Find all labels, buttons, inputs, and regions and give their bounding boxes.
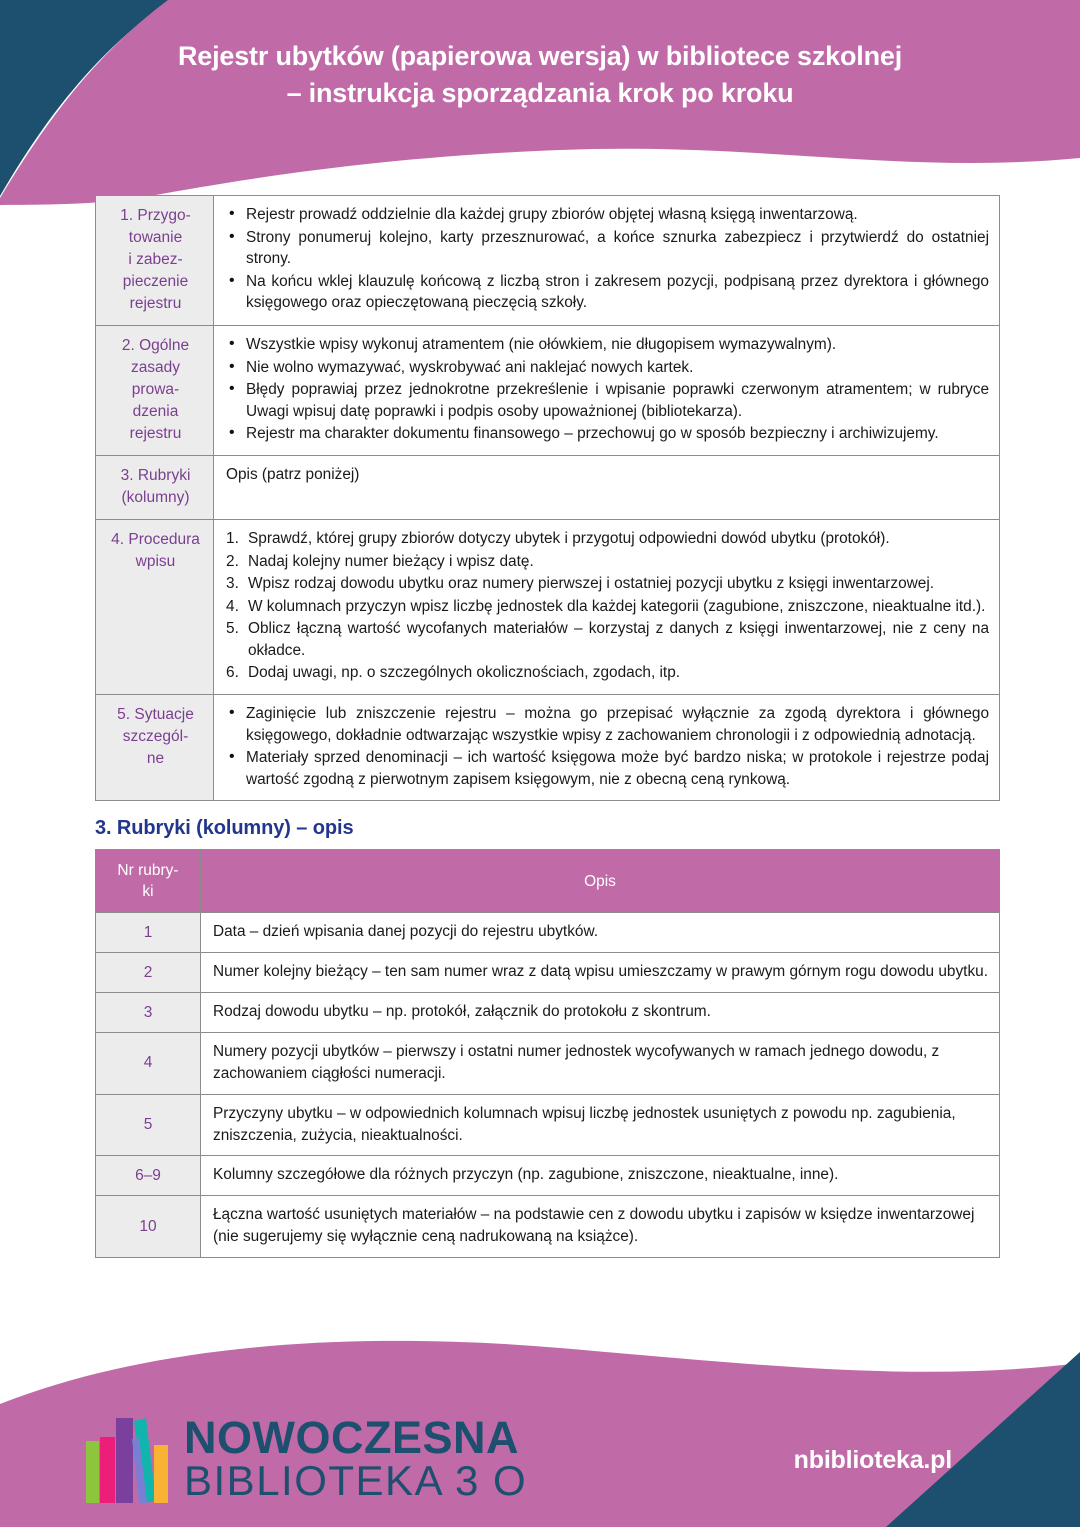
instruction-row-label	[96, 520, 214, 695]
numbered-list	[226, 528, 989, 684]
list-item: • Błędy poprawiaj przez jednokrotne przekreślenie i wpisanie poprawki czerwonym atramentem; w rubryce Uwagi wpisuj datę poprawki i podpis osoby upoważnionej (bibliotekarza).	[226, 379, 989, 422]
list-item: W kolumnach przyczyn wpisz liczbę jednostek dla każdej kategorii (zagubione, zniszczone, nieaktualne itd.).	[248, 597, 986, 615]
instruction-table-body	[96, 196, 1000, 801]
brand-logo[interactable]	[84, 1413, 527, 1505]
rubric-description: Data – dzień wpisania danej pozycji do rejestru ubytków.	[201, 913, 1000, 953]
rubric-table-head	[96, 850, 1000, 913]
list-item: • Materiały sprzed denominacji – ich wartość księgowa może być bardzo niska; w protokole i rejestrze podaj wartość zgodną z pierwotnym zapisem księgowym, nie z obecną ceną rynkową.	[226, 747, 989, 790]
instruction-row-content	[214, 456, 1000, 520]
instruction-text: Opis (patrz poniżej)	[226, 466, 360, 483]
rubric-row	[96, 1094, 1000, 1156]
list-item: Dodaj uwagi, np. o szczególnych okolicznościach, zgodach, itp.	[248, 664, 681, 682]
instruction-row-label-line: 3. Rubryki	[120, 467, 191, 484]
rubric-table	[95, 849, 1000, 1258]
instruction-row-label-line: wpisu	[135, 553, 176, 570]
instruction-row-label-line: i zabez-	[128, 251, 183, 268]
rubric-column-header-number-line: Nr rubry-	[117, 862, 179, 880]
instruction-row-label-line: zasady	[130, 359, 181, 376]
bullet-list	[226, 204, 989, 314]
list-item: • Rejestr ma charakter dokumentu finansowego – przechowuj go w sposób bezpieczny i archiwizujemy.	[226, 423, 989, 445]
brand-name-primary: NOWOCZESNA	[184, 1411, 519, 1463]
instruction-row-label-line: 1. Przygo-	[120, 207, 191, 224]
instruction-row-label-line: ne	[146, 749, 165, 767]
instruction-row-label-line: rejestru	[129, 425, 182, 442]
rubric-column-header-number-line: ki	[142, 883, 154, 901]
rubric-row	[96, 1196, 1000, 1258]
instruction-row	[96, 694, 1000, 800]
instruction-row-label-line: towanie	[128, 229, 183, 246]
rubric-number: 2	[96, 953, 201, 993]
list-item: • Wszystkie wpisy wykonuj atramentem (nie ołówkiem, nie długopisem wymazywalnym).	[226, 334, 989, 356]
instruction-row-label	[96, 694, 214, 800]
instruction-row-content	[214, 520, 1000, 695]
instruction-row	[96, 326, 1000, 456]
rubric-number: 6–9	[96, 1156, 201, 1196]
bullet-list	[226, 334, 989, 445]
instruction-row-label-line: 4. Procedura	[111, 531, 200, 548]
instruction-row-label-line: prowa-	[131, 381, 180, 398]
list-item: Wpisz rodzaj dowodu ubytku oraz numery pierwszej i ostatniej pozycji ubytku z księgi inwentarzowej.	[248, 575, 935, 593]
instruction-row	[96, 456, 1000, 520]
instruction-row-label-line: szczegól-	[122, 727, 189, 745]
list-item: Nadaj kolejny numer bieżący i wpisz datę.	[248, 552, 534, 570]
rubric-column-header-description: Opis	[201, 850, 1000, 913]
rubric-number: 3	[96, 993, 201, 1033]
brand-name-secondary: BIBLIOTEKA 3 O	[184, 1457, 528, 1505]
instruction-row-label-line: 2. Ogólne	[121, 337, 190, 354]
brand-wordmark	[184, 1411, 528, 1505]
instruction-row	[96, 520, 1000, 695]
instruction-row-label-line: 5. Sytuacje	[117, 705, 194, 723]
rubric-description: Rodzaj dowodu ubytku – np. protokół, załącznik do protokołu z skontrum.	[201, 993, 1000, 1033]
list-item: • Zaginięcie lub zniszczenie rejestru – można go przepisać wyłącznie za zgodą dyrektora i głównego księgowego, dokładnie odtwarzając wszystkie wpisy z zachowaniem chronologii i z odpowiednią adnotacją.	[226, 703, 989, 746]
instruction-row-label	[96, 456, 214, 520]
section-heading: 3. Rubryki (kolumny) – opis	[95, 817, 354, 840]
rubric-description: Przyczyny ubytku – w odpowiednich kolumnach wpisuj liczbę jednostek usuniętych z powodu np. zagubienia, zniszczenia, zużycia, nieaktualności.	[201, 1094, 1000, 1156]
rubric-row	[96, 993, 1000, 1033]
site-url[interactable]: nbiblioteka.pl	[793, 1446, 952, 1474]
bullet-list	[226, 703, 989, 790]
instruction-row-content	[214, 326, 1000, 456]
rubric-table-body	[96, 913, 1000, 1258]
rubric-row	[96, 953, 1000, 993]
instruction-row	[96, 196, 1000, 326]
rubric-column-header-number	[96, 850, 201, 913]
instruction-row-label-line: (kolumny)	[121, 489, 190, 506]
page-title-line-1: Rejestr ubytków (papierowa wersja) w bibliotece szkolnej	[178, 41, 902, 71]
rubric-row	[96, 1156, 1000, 1196]
rubric-number: 1	[96, 913, 201, 953]
books-icon	[84, 1413, 170, 1505]
page-title-line-2: – instrukcja sporządzania krok po kroku	[286, 77, 794, 108]
list-item: • Strony ponumeruj kolejno, karty przesznurować, a końce sznurka zabezpiecz i przytwierdź do ostatniej strony.	[226, 227, 989, 270]
instruction-row-label	[96, 196, 214, 326]
rubric-row	[96, 1032, 1000, 1094]
rubric-description: Numer kolejny bieżący – ten sam numer wraz z datą wpisu umieszczamy w prawym górnym rogu dowodu ubytku.	[201, 953, 1000, 993]
rubric-description: Kolumny szczegółowe dla różnych przyczyn (np. zagubione, zniszczone, nieaktualne, inne).	[201, 1156, 1000, 1196]
instruction-row-content	[214, 694, 1000, 800]
rubric-number: 10	[96, 1196, 201, 1258]
list-item: Oblicz łączną wartość wycofanych materiałów – korzystaj z danych z księgi inwentarzowej, nie z ceny na okładce.	[248, 620, 989, 659]
rubric-number: 4	[96, 1032, 201, 1094]
rubric-description: Numery pozycji ubytków – pierwszy i ostatni numer jednostek wycofywanych w ramach jednego dowodu, z zachowaniem ciągłości numeracji.	[201, 1032, 1000, 1094]
list-item: • Nie wolno wymazywać, wyskrobywać ani naklejać nowych kartek.	[226, 357, 989, 379]
instruction-row-content	[214, 196, 1000, 326]
list-item: • Na końcu wklej klauzulę końcową z liczbą stron i zakresem pozycji, podpisaną przez dyrektora i głównego księgowego oraz opieczętowaną pieczęcią szkoły.	[226, 271, 989, 314]
instruction-row-label-line: dzenia	[132, 403, 179, 420]
instruction-row-label	[96, 326, 214, 456]
rubric-header-row	[96, 850, 1000, 913]
instruction-row-label-line: pieczenie	[122, 273, 189, 290]
instruction-table	[95, 195, 1000, 801]
instruction-row-label-line: rejestru	[129, 295, 182, 312]
list-item: Sprawdź, której grupy zbiorów dotyczy ubytek i przygotuj odpowiedni dowód ubytku (protokół).	[248, 530, 890, 547]
rubric-description: Łączna wartość usuniętych materiałów – na podstawie cen z dowodu ubytku i zapisów w księdze inwentarzowej (nie sugerujemy się wyłącznie ceną nadrukowaną na książce).	[201, 1196, 1000, 1258]
list-item: • Rejestr prowadź oddzielnie dla każdej grupy zbiorów objętej własną księgą inwentarzową.	[226, 204, 989, 226]
rubric-number: 5	[96, 1094, 201, 1156]
rubric-row	[96, 913, 1000, 953]
